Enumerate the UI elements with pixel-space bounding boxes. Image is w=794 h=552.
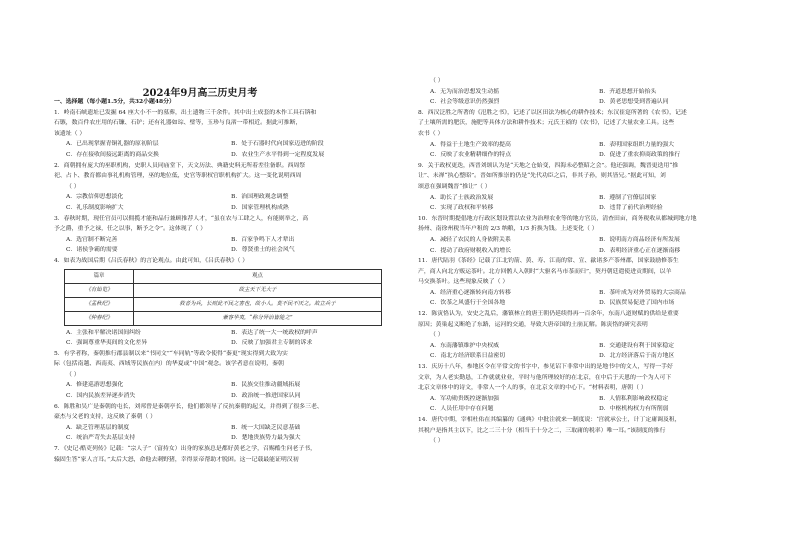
option-row (54, 245, 396, 256)
option-d[interactable]: D．违背了前代治理经验 (599, 205, 663, 212)
option-d[interactable]: D．国家管理机构成熟 (231, 204, 289, 211)
option-row (418, 246, 768, 257)
question-stem: 北京文章体中的诗文，非常人一个人的事，在北京文章的中心下。“材料表明，唐朝（ ） (418, 385, 647, 392)
question-7 (54, 444, 396, 465)
table-header-row (65, 269, 382, 283)
question-4 (54, 256, 396, 349)
table-row (65, 297, 382, 311)
option-c[interactable]: C．反映了农业精耕细作的特点 (430, 152, 512, 159)
left-column (54, 97, 396, 465)
option-a[interactable]: A．缺乏管理基层的制度 (66, 424, 130, 431)
option-d[interactable]: D．民族贸易促进了国内市场 (599, 300, 675, 307)
option-c[interactable]: C．统治严苛失去基层支持 (66, 435, 136, 442)
question-stem: 5．有学者称，秦朝推行郡县制以来“书同文”“车同轨”等政令使得“秦更”现实得到大致为实 (54, 350, 288, 357)
question-stem: 9．关于政权更迭，西晋刘颂认为是“天地之仓始变，四海未必整昭之会”。他还强调，魏晋更迭用“推 (418, 162, 679, 169)
question-13 (418, 362, 768, 415)
option-d[interactable]: D．尊贤重士的社会风气 (231, 247, 295, 254)
option-a[interactable]: A．已出现掌握青铜礼器的原初阶层 (66, 141, 159, 148)
option-c[interactable]: C．南北方经济联系日益密切 (430, 353, 506, 360)
table-cell: 《孟秋纪》 (65, 297, 134, 311)
question-stem: 了土壤所需的肥沃，施肥等具体方法和耕作技术；元氏王祯的《农书》，记述了大量农业工具。这些 (418, 120, 675, 127)
option-a[interactable]: A．无为而治思想发生动摇 (430, 88, 500, 95)
question-11 (418, 256, 768, 309)
option-row (54, 338, 396, 349)
option-d[interactable]: D．表明经济重心正在逐渐南移 (599, 247, 681, 254)
option-row (418, 150, 768, 161)
option-a[interactable]: A．宗教信仰思想淡化 (66, 194, 124, 201)
question-stem: 8．西汉泛胜之所著的《氾胜之书》，记述了以区田法为核心的耕作技术；东汉崔寔所著的《农书》，记述 (418, 109, 687, 116)
question-stem: 祀、占卜、教育都由事礼机构管理，巫的地位低，史官等职权官职机构扩大。这一变化说明西周 (54, 173, 302, 180)
option-row (54, 139, 396, 150)
option-c[interactable]: C．强调尊重华夷间的文化差异 (66, 340, 148, 347)
option-row (418, 203, 768, 214)
option-b[interactable]: B．说明南方商品经济有所发展 (599, 236, 680, 243)
question-stem: 辕固生答“家人言耳。”太后大怒，命他去刺野猪，幸得景帝帮助才脱困。这一记载最能证明汉初 (54, 456, 299, 463)
option-a[interactable]: A．主张和平解决诸国间纠纷 (66, 329, 141, 336)
option-row (54, 203, 396, 214)
table-row (65, 283, 382, 297)
question-2 (54, 161, 396, 214)
question-5 (54, 349, 396, 402)
option-row (418, 235, 768, 246)
option-row (54, 192, 396, 203)
option-a[interactable]: A．选官制不断完善 (66, 236, 118, 243)
question-stem: 11．唐代陆羽《茶经》记载了江北钓箭、黄、寿、江南的常、宣、歙诸多产茶州郡，国家鼓励修茶生 (418, 258, 679, 265)
option-c[interactable]: C．存在接收间接远距离的商品交换 (66, 151, 159, 158)
answer-blank: （ ） (430, 78, 444, 84)
question-stem: 让”、未禅“执心整昭”。晋如所推崇的仍是“先代功臣之后，非其子孙，则其皆兄。”据此可知，刘 (418, 173, 666, 180)
option-d[interactable]: D．楚地贵族势力最为强大 (231, 435, 301, 442)
option-c[interactable]: C．提动了政府财税收入的增长 (430, 247, 512, 254)
option-row (54, 150, 396, 161)
option-d[interactable]: D．反映了加强君主专制的诉求 (231, 340, 313, 347)
question-stem: 14．唐代中期，宰相杜佑在其编纂的《通典》中批注就来一制度说：‘宫就承公土，计丁定庸调及租， (418, 417, 681, 423)
question-7-continued (418, 76, 768, 108)
question-1 (54, 108, 396, 161)
option-d[interactable]: D．农业生产水平得到一定程度发展 (231, 151, 325, 158)
option-a[interactable]: A．修建巡游思想强化 (66, 382, 124, 389)
question-stem: 扬州、南徐州税当年户租的 2/3 纳粮，1/3 折换为钱。上述变化（ ） (418, 226, 598, 233)
question-stem: （ ） (430, 332, 444, 339)
table-header-cell: 篇章 (65, 269, 134, 283)
option-row (54, 423, 396, 434)
question-8 (418, 108, 768, 161)
option-row (418, 351, 768, 362)
option-b[interactable]: B．茶叶成为对外贸易的大宗商品 (599, 289, 686, 296)
question-stem: 该遗址（ ） (54, 130, 86, 137)
option-b[interactable]: B．百家争鸣下人才辈出 (231, 236, 295, 243)
question-stem: 豪杰与父老的支持，这反映了秦朝（ ） (54, 414, 157, 421)
table-cell: 《仲春纪》 (65, 311, 134, 325)
table-cell: 救者为兵，长则此不民之害也，故小人。莫不民不厌之。故立兵子 (134, 297, 382, 311)
option-d[interactable]: D．政治统一推进国家认同 (231, 393, 301, 400)
right-column (418, 76, 768, 447)
question-stem: 予之爵，重予之禄，任之以事，断予之令”。这体现了（ ） (54, 226, 207, 233)
question-14 (418, 415, 768, 447)
option-b[interactable]: B．遵制了官僚层国家 (599, 194, 657, 201)
table-row (65, 311, 382, 325)
option-c[interactable]: C．社会等级意识仍然强烈 (430, 99, 500, 106)
option-row (54, 328, 396, 339)
option-c[interactable]: C．诸侯争霸的需要 (66, 247, 118, 254)
option-d[interactable]: D．黄老思想受到普遍认同 (599, 99, 669, 106)
section-heading: 一、选择题（每小题1.5分，共32小题48分） (54, 98, 175, 105)
option-c[interactable]: C．饮茶之风盛行于全国各地 (430, 300, 506, 307)
question-stem: 12．陈寅恪认为，安史之乱后，藩镇林立的唐王朝仍延续得再一百余年，东南八道财赋的供给是重要 (418, 311, 679, 318)
option-b[interactable]: B．民族交往推动疆域拓展 (231, 382, 301, 389)
viewpoint-table (64, 269, 382, 326)
table-header-cell: 观点 (134, 269, 382, 283)
question-stem: 6．陈胜和吴广是秦朝的屯长，刘邦曾是秦朝亭长，他们都领导了反抗秦朝的起义，并得到了很多三老、 (54, 403, 323, 410)
question-stem: 原因；黄巢起义断绝了东路，运河的交通，导致大唐帝国的土崩瓦解。陈寅恪的研究表明 (418, 321, 648, 328)
option-row (418, 140, 768, 151)
option-d[interactable]: D．中枢机构权力有所削弱 (599, 406, 669, 413)
option-row (54, 235, 396, 246)
option-b[interactable]: B．统一大国缺乏民意基础 (231, 424, 301, 431)
option-a[interactable]: A．减轻了农民的人身依附关系 (430, 236, 511, 243)
question-stem: 2．商朝拥有庞大的巫职机构，史职人员同庙堂下，天文历法、典籍史料无所着差往备职。西周祭 (54, 162, 306, 169)
question-stem: 其税户是指其主以下，比之二三十分（相当于十分之二，三取庸的税率）唯一耳。”该制度的推行 (418, 427, 666, 434)
question-stem: 3．春秋时期，现任官员可以佣揽才能和品行兼顾推荐人才，“虽在农与工肆之人，有能则举之，高 (54, 215, 309, 222)
question-stem: 农书（ ） (418, 130, 444, 137)
option-row (54, 380, 396, 391)
option-d[interactable]: D．北方经济落后于南方地区 (599, 353, 675, 360)
option-c[interactable]: C．国内民族差异逐步消失 (66, 393, 136, 400)
question-stem: 马交换茶叶。这些现象反映了（ ） (418, 279, 509, 286)
option-row (418, 97, 768, 108)
option-row (418, 394, 768, 405)
exam-title: 2024年9月高三历史月考 (142, 88, 258, 99)
question-stem: 1．岭南石峡遗址已发掘 64 座大小不一的墓葬，出土遗物三千余件。其中出土成套的木作工具石锛和 (54, 109, 317, 116)
table-cell: 《有始览》 (65, 283, 134, 297)
question-10 (418, 214, 768, 256)
option-a[interactable]: A．东南藩镇维护中央权威 (430, 342, 500, 349)
question-stem: 际（包括南越、西南夷、西域等民族在内）的华夏或“中国”观念。该学者意在说明，秦朝 (54, 361, 284, 368)
question-stem: 4．如表为战国后期《吕氏春秋》的言论观点。由此可知，《吕氏春秋》（ ） (54, 257, 249, 264)
option-b[interactable]: B．交通建设有利于国家稳定 (599, 342, 675, 349)
question-9 (418, 161, 768, 214)
question-3 (54, 214, 396, 256)
question-stem: （ ） (66, 183, 80, 190)
option-a[interactable]: A．经济重心逐渐转向南方转移 (430, 289, 511, 296)
option-a[interactable]: A．得益于土地生产效率的提高 (430, 141, 511, 148)
option-row (418, 341, 768, 352)
option-a[interactable]: A．军功勋贵既控逐渐加强 (430, 395, 500, 402)
option-b[interactable]: B．人情私利影响政权稳定 (599, 395, 669, 402)
option-row (418, 404, 768, 415)
option-b[interactable]: B．表明国家组织力量的强大 (599, 141, 675, 148)
option-row (54, 433, 396, 444)
question-stem: 产，商人向北方贩运茶叶。北方回鹘人入朝时“大驱名马市茶而归”，契丹朝廷遣使进贡期间，以羊 (418, 268, 672, 275)
question-stem: 文章，为人老实勤恳，工作就就业业，平时与他所理较好的在北京，在中后于天恩的一个为人可下 (418, 374, 672, 381)
question-12 (418, 309, 768, 362)
question-stem: （ ） (66, 371, 80, 378)
option-c[interactable]: C．人员任用中存在问题 (430, 406, 494, 413)
question-stem: 石镞，数百件农庄用的石镰、石铲；还有礼器如琮、璧等，玉珍与良渚一带相近。据此可推断， (54, 120, 302, 127)
option-row (418, 288, 768, 299)
option-b[interactable]: B．治国理政观念调整 (231, 194, 289, 201)
option-a[interactable]: A．助长了士族政治发展 (430, 194, 494, 201)
option-d[interactable]: D．促进了重农抑商政策的推行 (599, 152, 681, 159)
option-row (418, 298, 768, 309)
table-cell: 故主天下无大子 (134, 283, 382, 297)
table-cell: 兼容华夷，“称分异治皆能之” (134, 311, 382, 325)
option-b[interactable]: B．处于石器时代向国家迈进的阶段 (231, 141, 324, 148)
question-stem: 7．《史记·酷吏列传》记载：“宗人子”（富持女）出身的家族总是都好黄老之学，召赐酷生问老子书， (54, 446, 316, 453)
option-b[interactable]: B．齐道思想开始抬头 (599, 88, 657, 95)
option-b[interactable]: B．表达了统一大一统政权的呼声 (231, 329, 318, 336)
question-stem: 13．庆历十八年，参地区令在平常文的书字中，参见诏下非常中出的是地书中的文人，写得一手好 (418, 364, 673, 371)
answer-blank: （ ） (430, 438, 444, 445)
question-6 (54, 402, 396, 444)
question-stem: 10．东晋时期提倡地方行政区划设置以农业为治理农业等的地方官员，清查田亩，商务税收从都城到地方地 (418, 215, 697, 222)
option-c[interactable]: C．礼乐制度影响扩大 (66, 204, 124, 211)
option-row (418, 87, 768, 98)
option-row (54, 391, 396, 402)
option-row (418, 193, 768, 204)
question-stem: 颂意在强调魏晋“推让”（ ） (418, 183, 491, 190)
option-c[interactable]: C．实现了政权和平转移 (430, 205, 494, 212)
